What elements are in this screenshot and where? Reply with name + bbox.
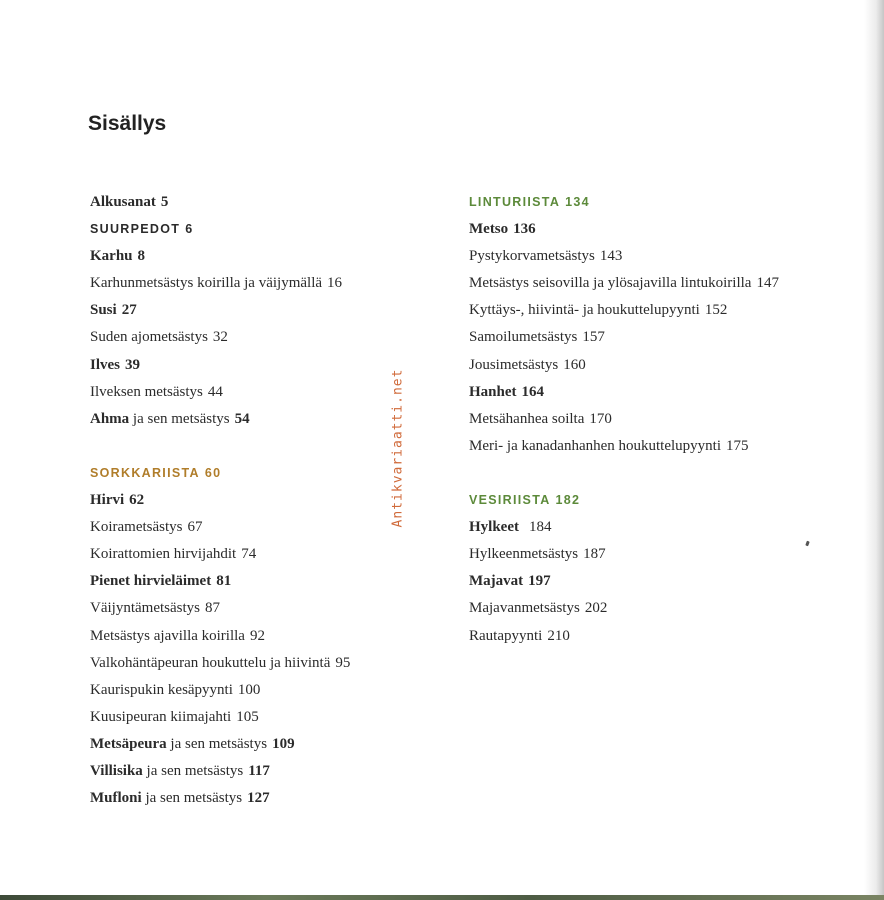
toc-entry-title: Pienet hirvieläimet — [90, 573, 212, 590]
cover-edge-strip — [0, 895, 884, 900]
toc-page-number: 117 — [248, 762, 270, 779]
toc-page-number: 202 — [584, 600, 608, 617]
toc-page-number: 143 — [599, 248, 623, 265]
toc-entry — [469, 406, 829, 433]
toc-entry-title: Metso — [469, 221, 509, 238]
toc-page-number: 32 — [212, 329, 228, 346]
toc-entry-title: Pystykorvametsästys — [469, 248, 595, 265]
toc-entry — [90, 785, 450, 812]
toc-page-number: 210 — [547, 627, 570, 644]
toc-entry-title: Meri- ja kanadanhanhen houkuttelupyynti — [469, 437, 722, 454]
toc-entry-title: Hanhet — [469, 383, 517, 400]
toc-entry — [90, 270, 450, 297]
toc-entry-title: Susi — [90, 302, 117, 319]
toc-entry-title: Kuusipeuran kiimajahti — [90, 708, 232, 725]
toc-entry-title: Metsästys seisovilla ja ylösajavilla lintukoirilla — [469, 275, 752, 292]
toc-page-number: 127 — [247, 790, 270, 807]
toc-page-number: 16 — [327, 275, 343, 292]
toc-entry-title: Valkohäntäpeuran houkuttelu ja hiivintä — [90, 654, 331, 671]
toc-entry-suffix: ja sen metsästys — [166, 735, 268, 752]
toc-entry — [90, 731, 450, 758]
toc-page-number: 81 — [216, 573, 232, 590]
toc-page-number: 175 — [726, 437, 749, 454]
toc-page-number: 62 — [129, 492, 145, 509]
toc-entry-title: Villisika — [90, 762, 143, 779]
toc-entry-title: Koirattomien hirvijahdit — [90, 546, 237, 563]
toc-page-number: 184 — [529, 519, 552, 536]
toc-entry — [469, 270, 829, 297]
toc-entry — [90, 541, 450, 568]
toc-entry-title: Metsähanhea soilta — [469, 410, 585, 427]
toc-entry-title: Mufloni — [90, 790, 142, 807]
toc-page-number: 8 — [137, 248, 146, 265]
toc-entry-title: Metsästys ajavilla koirilla — [90, 627, 245, 644]
toc-page-number: 157 — [582, 329, 605, 346]
toc-page-number: 170 — [589, 410, 612, 427]
toc-entry-title: Jousimetsästys — [469, 356, 559, 373]
toc-entry — [90, 623, 450, 650]
toc-entry — [90, 677, 450, 704]
toc-entry-title: Ilveksen metsästys — [90, 383, 203, 400]
toc-entry-title: Metsäpeura — [90, 735, 167, 752]
toc-entry — [90, 189, 450, 216]
toc-entry-suffix: ja sen metsästys — [129, 410, 230, 427]
toc-section-heading — [469, 487, 829, 514]
toc-entry — [90, 568, 450, 595]
toc-entry-title: Alkusanat — [90, 194, 156, 210]
watermark-stamp: Antikvariaatti.net — [390, 368, 406, 528]
toc-entry — [469, 352, 829, 379]
toc-entry-suffix: ja sen metsästys — [142, 762, 244, 779]
toc-entry — [469, 433, 829, 460]
toc-page-number: 95 — [335, 654, 351, 671]
toc-entry — [469, 623, 829, 650]
toc-page-number: 197 — [528, 573, 551, 590]
toc-entry — [469, 324, 829, 351]
toc-page-number: 160 — [563, 356, 586, 373]
toc-entry — [90, 650, 450, 677]
toc-section-heading — [469, 189, 829, 216]
toc-entry-title: Kyttäys-, hiivintä- ja houkuttelupyynti — [469, 302, 700, 319]
toc-page-number: 182 — [555, 493, 581, 508]
toc-entry — [90, 758, 450, 785]
toc-page-number: 5 — [160, 194, 169, 210]
toc-page-number: 109 — [272, 735, 295, 752]
toc-page-number: 60 — [204, 465, 222, 480]
toc-entry-title: SUURPEDOT — [90, 222, 181, 237]
toc-page-number: 136 — [513, 221, 536, 238]
toc-entry-title: Koirametsästys — [90, 519, 183, 536]
page-title: Sisällys — [88, 112, 167, 135]
toc-page-number: 67 — [187, 519, 203, 536]
toc-entry-title: SORKKARIISTA — [90, 465, 200, 480]
toc-entry-title: Hirvi — [90, 492, 125, 509]
toc-page-number: 100 — [237, 681, 261, 698]
toc-entry — [90, 324, 450, 351]
toc-page-number: 27 — [121, 302, 137, 319]
toc-entry-title: Karhu — [90, 248, 133, 265]
toc-entry — [90, 297, 450, 324]
toc-entry — [469, 568, 829, 595]
toc-entry — [469, 379, 829, 406]
toc-entry-title: Hylkeet — [469, 519, 519, 536]
toc-entry-title: Hylkeenmetsästys — [469, 546, 579, 563]
toc-entry-title: Ahma — [90, 410, 130, 427]
toc-entry-title: Rautapyynti — [469, 627, 543, 644]
toc-entry-title: Majavat — [469, 573, 524, 590]
toc-page-number: 164 — [521, 383, 545, 400]
toc-entry-title: Majavanmetsästys — [469, 600, 580, 617]
toc-entry-suffix: ja sen metsästys — [141, 790, 243, 807]
toc-page-number: 74 — [241, 546, 257, 563]
page-edge-shadow — [864, 0, 884, 900]
toc-entry — [90, 243, 450, 270]
toc-spacer — [469, 460, 829, 487]
toc-entry-title: Ilves — [90, 356, 120, 373]
toc-entry — [90, 595, 450, 622]
toc-entry-title: LINTURIISTA — [469, 195, 561, 209]
toc-page-number: 39 — [125, 356, 140, 373]
toc-entry — [469, 297, 829, 324]
toc-page-number: 6 — [185, 222, 194, 237]
toc-page-number: 187 — [583, 546, 606, 563]
toc-page-number: 105 — [236, 708, 259, 725]
toc-page-number: 44 — [207, 383, 223, 400]
toc-entry-title: Kaurispukin kesäpyynti — [90, 681, 233, 698]
toc-entry — [469, 243, 829, 270]
toc-entry-title: Karhunmetsästys koirilla ja väijymällä — [90, 275, 323, 292]
toc-section-heading — [90, 216, 450, 243]
toc-entry-title: Suden ajometsästys — [90, 329, 208, 346]
toc-entry — [469, 541, 829, 568]
toc-page-number: 87 — [204, 600, 220, 617]
toc-entry — [469, 216, 829, 243]
toc-entry — [469, 514, 829, 541]
toc-right-column — [469, 189, 829, 650]
toc-page-number: 147 — [756, 275, 779, 292]
toc-entry — [469, 595, 829, 622]
toc-page-number: 152 — [704, 302, 728, 319]
toc-entry — [90, 704, 450, 731]
toc-page-number: 92 — [249, 627, 265, 644]
toc-page-number: 54 — [234, 410, 250, 427]
toc-entry-title: VESIRIISTA — [469, 493, 551, 508]
toc-entry-title: Väijyntämetsästys — [90, 600, 200, 617]
toc-page-number: 134 — [565, 195, 590, 209]
toc-entry-title: Samoilumetsästys — [469, 329, 578, 346]
